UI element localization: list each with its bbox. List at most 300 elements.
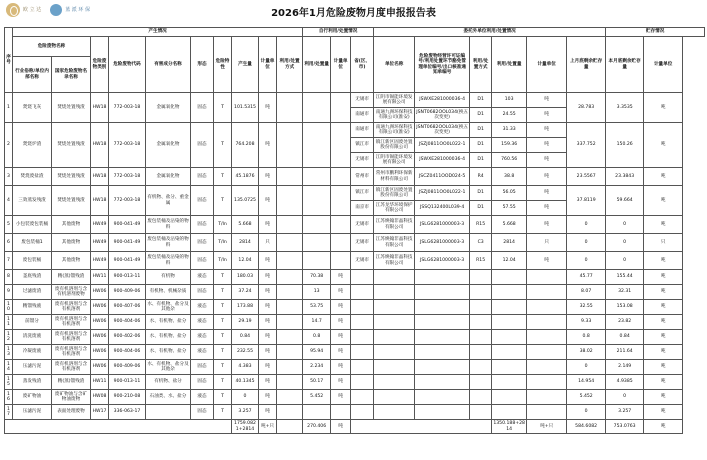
- total-unit: 吨+只: [259, 420, 277, 434]
- row-this-month: 0: [606, 390, 644, 405]
- table-row: [5, 315, 705, 330]
- row-industry-name: 精馏残液: [13, 300, 52, 315]
- row-self-unit: [331, 252, 351, 270]
- row-province: 无锡市: [351, 252, 374, 270]
- row-ent-amount: 24.55: [492, 108, 527, 123]
- row-self-amount: [303, 234, 331, 252]
- row-harmful: 废包装桶及沾染的物料: [146, 216, 191, 234]
- row-store-unit: 吨: [644, 216, 683, 234]
- row-org: 镇江新区固废处置股份有限公司: [374, 186, 415, 201]
- row-ent-method: C3: [470, 234, 492, 252]
- col-ent-unit: 计量单位: [527, 37, 567, 93]
- row-last-month: 45.77: [567, 270, 606, 285]
- row-industry-name: 废包装桶: [13, 252, 52, 270]
- row-self-method: [277, 345, 303, 360]
- row-last-month: 0: [567, 252, 606, 270]
- row-category: HW18: [91, 186, 109, 216]
- row-ent-amount: 57.55: [492, 201, 527, 216]
- row-self-unit: 吨: [331, 330, 351, 345]
- row-license: [415, 270, 470, 285]
- row-last-month: 5.452: [567, 390, 606, 405]
- row-self-amount: [303, 216, 331, 234]
- row-code: 900-041-49: [109, 234, 146, 252]
- total-self: 270.406: [303, 420, 331, 434]
- row-national-name: 焚烧处置残渣: [52, 168, 91, 186]
- row-this-month: 0.84: [606, 330, 644, 345]
- row-national-name: 其他废物: [52, 234, 91, 252]
- row-code: 772-003-18: [109, 93, 146, 123]
- row-ent-method: [470, 270, 492, 285]
- row-property: T: [214, 270, 232, 285]
- brand2-text: 蓝 派 环 保: [65, 7, 90, 13]
- table-row: [5, 285, 705, 300]
- row-this-month: 3.257: [606, 405, 644, 420]
- row-amount: 12.04: [232, 252, 259, 270]
- row-ent-method: D1: [470, 153, 492, 168]
- row-ent-amount: 760.56: [492, 153, 527, 168]
- col-ent-amount: 利用/处置量: [492, 37, 527, 93]
- row-amount: 764.208: [232, 123, 259, 168]
- row-this-month: 23.82: [606, 315, 644, 330]
- row-last-month: 0: [567, 234, 606, 252]
- row-ent-unit: [527, 360, 567, 375]
- row-harmful: 有机物、机械杂质: [146, 285, 191, 300]
- row-province: [351, 330, 374, 345]
- row-license: JSWXE281000036-4: [415, 93, 470, 108]
- row-form: 固态: [191, 360, 214, 375]
- row-ent-unit: [527, 345, 567, 360]
- row-license: [415, 300, 470, 315]
- row-this-month: 150.26: [606, 123, 644, 168]
- row-unit: 吨: [259, 300, 277, 315]
- row-ent-amount: [492, 390, 527, 405]
- row-code: 772-003-18: [109, 186, 146, 216]
- row-ent-amount: 5.668: [492, 216, 527, 234]
- row-industry-name: 压滤污泥: [13, 405, 52, 420]
- row-code: 900-013-11: [109, 375, 146, 390]
- row-license: [415, 360, 470, 375]
- row-form: 液态: [191, 345, 214, 360]
- row-property: T/In: [214, 234, 232, 252]
- row-license: [415, 330, 470, 345]
- row-national-name: 精(蒸)馏残渣: [52, 375, 91, 390]
- row-last-month: 14.954: [567, 375, 606, 390]
- row-category: HW49: [91, 234, 109, 252]
- row-self-unit: 吨: [331, 315, 351, 330]
- row-province: [351, 315, 374, 330]
- row-ent-unit: 吨: [527, 138, 567, 153]
- row-self-amount: [303, 252, 331, 270]
- row-seq: 5: [5, 216, 13, 234]
- row-industry-name: 蒸发残渣: [13, 375, 52, 390]
- total-last: 584.6082: [567, 420, 606, 434]
- row-org: [374, 330, 415, 345]
- row-self-unit: [331, 234, 351, 252]
- total-self-method: [277, 420, 303, 434]
- row-unit: 吨: [259, 168, 277, 186]
- row-license: [415, 345, 470, 360]
- row-amount: 0: [232, 390, 259, 405]
- row-category: HW49: [91, 252, 109, 270]
- row-form: 固态: [191, 186, 214, 216]
- col-unit: 计量单位: [259, 37, 277, 93]
- row-ent-method: [470, 375, 492, 390]
- row-category: HW06: [91, 345, 109, 360]
- row-category: HW06: [91, 315, 109, 330]
- row-province: [351, 375, 374, 390]
- col-store-unit: 计量单位: [644, 37, 683, 93]
- row-industry-name: 过滤废渣: [13, 285, 52, 300]
- row-seq: 7: [5, 252, 13, 270]
- row-self-method: [277, 234, 303, 252]
- col-org: 单位名称: [374, 37, 415, 93]
- row-ent-amount: [492, 405, 527, 420]
- row-self-amount: 95.94: [303, 345, 331, 360]
- row-ent-unit: [527, 405, 567, 420]
- row-property: T: [214, 360, 232, 375]
- row-form: 固态: [191, 93, 214, 123]
- row-self-method: [277, 330, 303, 345]
- row-form: 液态: [191, 330, 214, 345]
- brand1-text: 欧 立 达: [23, 7, 42, 13]
- row-amount: 3.257: [232, 405, 259, 420]
- row-unit: 吨: [259, 405, 277, 420]
- row-unit: 吨: [259, 270, 277, 285]
- total-cur: 753.0763: [606, 420, 644, 434]
- col-self-amount: 利用/处置量: [303, 37, 331, 93]
- row-seq: 4: [5, 186, 13, 216]
- row-code: 900-409-06: [109, 285, 146, 300]
- row-self-unit: [331, 168, 351, 186]
- row-unit: 吨: [259, 315, 277, 330]
- row-org: [374, 345, 415, 360]
- row-ent-unit: [527, 390, 567, 405]
- row-form: 固态: [191, 375, 214, 390]
- row-harmful: 废包装桶及沾染的物料: [146, 234, 191, 252]
- row-province: [351, 300, 374, 315]
- row-harmful: 金属氧化物: [146, 123, 191, 168]
- row-ent-method: R4: [470, 168, 492, 186]
- row-ent-method: D1: [470, 138, 492, 153]
- row-amount: 101.5315: [232, 93, 259, 123]
- row-self-method: [277, 216, 303, 234]
- row-category: HW18: [91, 93, 109, 123]
- table-row: [5, 300, 705, 315]
- row-amount: 37.24: [232, 285, 259, 300]
- row-harmful: 水、有机物、盐分: [146, 330, 191, 345]
- row-ent-method: [470, 285, 492, 300]
- row-harmful: [146, 405, 191, 420]
- row-ent-amount: 38.8: [492, 168, 527, 186]
- row-this-month: 211.64: [606, 345, 644, 360]
- row-self-unit: [331, 186, 351, 216]
- row-category: HW08: [91, 390, 109, 405]
- row-property: T: [214, 285, 232, 300]
- row-self-unit: 吨: [331, 300, 351, 315]
- row-amount: 45.1876: [232, 168, 259, 186]
- row-self-amount: 70.38: [303, 270, 331, 285]
- row-store-unit: 吨: [644, 405, 683, 420]
- row-national-name: 废有机溶剂与含有机溶剂: [52, 360, 91, 375]
- row-ent-unit: 吨: [527, 168, 567, 186]
- row-national-name: 焚烧处置残渣: [52, 186, 91, 216]
- row-license: [415, 390, 470, 405]
- row-ent-unit: [527, 315, 567, 330]
- row-last-month: 38.02: [567, 345, 606, 360]
- row-last-month: 337.752: [567, 123, 606, 168]
- row-national-name: 废有机溶剂与含有机溶剂: [52, 315, 91, 330]
- row-store-unit: 吨: [644, 345, 683, 360]
- row-self-amount: 0.8: [303, 330, 331, 345]
- table-row: [5, 234, 705, 252]
- row-property: T/In: [214, 216, 232, 234]
- row-self-method: [277, 405, 303, 420]
- row-license: [415, 285, 470, 300]
- row-harmful: 水、有机物、盐分及其他杂: [146, 300, 191, 315]
- row-code: 900-041-49: [109, 252, 146, 270]
- row-national-name: 表面处理废物: [52, 405, 91, 420]
- row-ent-unit: [527, 270, 567, 285]
- row-form: 固态: [191, 123, 214, 168]
- row-store-unit: 吨: [644, 252, 683, 270]
- row-self-amount: 5.452: [303, 390, 331, 405]
- row-org: [374, 390, 415, 405]
- row-national-name: 焚烧处置残渣: [52, 123, 91, 168]
- row-code: 900-013-11: [109, 270, 146, 285]
- row-province: 无锡市: [351, 93, 374, 108]
- row-harmful: 金属氧化物: [146, 93, 191, 123]
- row-category: HW18: [91, 168, 109, 186]
- table-row: [5, 405, 705, 420]
- row-self-unit: 吨: [331, 345, 351, 360]
- row-license: [415, 315, 470, 330]
- row-store-unit: 吨: [644, 375, 683, 390]
- row-industry-name: 焚烧废盐渣: [13, 168, 52, 186]
- row-license: JSLG6281000003-3: [415, 234, 470, 252]
- table-row: [5, 270, 705, 285]
- row-ent-unit: 吨: [527, 123, 567, 138]
- total-cur-unit: 吨: [644, 420, 683, 434]
- row-self-amount: [303, 93, 331, 123]
- col-ent-method: 利用/处置方式: [470, 37, 492, 93]
- row-license: JSNT0682OOL034(换五次变更): [415, 108, 470, 123]
- row-ent-amount: 31.33: [492, 123, 527, 138]
- row-self-amount: 2.234: [303, 360, 331, 375]
- row-seq: 14: [5, 360, 13, 375]
- row-org: 江阴市锡能环境发展有限公司: [374, 153, 415, 168]
- row-self-method: [277, 123, 303, 168]
- row-this-month: 2.149: [606, 360, 644, 375]
- row-code: 900-409-06: [109, 360, 146, 375]
- table-row: [5, 330, 705, 345]
- row-self-unit: 吨: [331, 285, 351, 300]
- row-national-name: 其他废物: [52, 216, 91, 234]
- row-store-unit: 吨: [644, 315, 683, 330]
- row-self-unit: [331, 93, 351, 123]
- row-province: [351, 390, 374, 405]
- col-province: 省(区、市): [351, 37, 374, 93]
- row-category: HW06: [91, 300, 109, 315]
- row-org: 常州市鹏利环保新材料有限公司: [374, 168, 415, 186]
- row-ent-amount: 12.04: [492, 252, 527, 270]
- row-province: 无锡市: [351, 153, 374, 168]
- row-form: 固态: [191, 285, 214, 300]
- row-self-method: [277, 252, 303, 270]
- col-code: 危险废物代码: [109, 37, 146, 93]
- row-ent-unit: [527, 285, 567, 300]
- row-harmful: 有机物: [146, 270, 191, 285]
- col-national-name: 国家危险废物名录名称: [52, 57, 91, 93]
- row-ent-amount: [492, 360, 527, 375]
- row-amount: 29.19: [232, 315, 259, 330]
- row-self-amount: 13: [303, 285, 331, 300]
- row-code: 900-404-06: [109, 315, 146, 330]
- col-license: 危险废物经营许可证编号/利用处置环节豁免管理单位编号/出口核准通知单编号: [415, 37, 470, 93]
- row-this-month: 4.9385: [606, 375, 644, 390]
- row-category: HW49: [91, 216, 109, 234]
- row-ent-method: [470, 405, 492, 420]
- row-org: 江苏焕翰非晶科技有限公司: [374, 216, 415, 234]
- row-ent-unit: 吨: [527, 186, 567, 201]
- row-harmful: 水、有机物、盐分: [146, 315, 191, 330]
- row-ent-unit: 吨: [527, 252, 567, 270]
- row-form: 固态: [191, 252, 214, 270]
- row-seq: 8: [5, 270, 13, 285]
- row-last-month: 0.8: [567, 330, 606, 345]
- row-this-month: 0: [606, 234, 644, 252]
- row-unit: 吨: [259, 330, 277, 345]
- row-ent-method: R15: [470, 252, 492, 270]
- row-org: [374, 315, 415, 330]
- row-self-method: [277, 300, 303, 315]
- group-store: 贮存情况: [606, 28, 705, 37]
- row-harmful: 有机物、盐分: [146, 375, 191, 390]
- row-ent-method: [470, 360, 492, 375]
- group-entrust: 委托外单位利用/处置情况: [374, 28, 606, 37]
- row-last-month: 23.5567: [567, 168, 606, 186]
- row-license: JSCZ0411OOD024-5: [415, 168, 470, 186]
- row-ent-method: R15: [470, 216, 492, 234]
- row-industry-name: 小包装废包装桶: [13, 216, 52, 234]
- row-license: JSLG6281000003-3: [415, 252, 470, 270]
- row-property: T: [214, 300, 232, 315]
- row-seq: 15: [5, 375, 13, 390]
- row-national-name: 焚烧处置残渣: [52, 93, 91, 123]
- row-store-unit: 吨: [644, 360, 683, 375]
- row-industry-name: 前馏分: [13, 315, 52, 330]
- col-category: 危险废物类别: [91, 37, 109, 93]
- row-org: 江苏焕翰非晶科技有限公司: [374, 252, 415, 270]
- row-province: [351, 270, 374, 285]
- row-industry-name: 釜底残渣: [13, 270, 52, 285]
- row-last-month: 9.33: [567, 315, 606, 330]
- row-property: T: [214, 168, 232, 186]
- row-unit: 吨: [259, 186, 277, 216]
- row-ent-amount: 159.36: [492, 138, 527, 153]
- row-store-unit: 吨: [644, 168, 683, 186]
- row-org: 南通九洲环保科技有限公司(淮安): [374, 108, 415, 123]
- row-self-method: [277, 285, 303, 300]
- row-province: 常州市: [351, 168, 374, 186]
- row-harmful: 有机物、盐分、重金属: [146, 186, 191, 216]
- row-province: 镇江市: [351, 138, 374, 153]
- row-self-method: [277, 168, 303, 186]
- row-unit: 只: [259, 234, 277, 252]
- row-code: 900-210-08: [109, 390, 146, 405]
- row-store-unit: 吨: [644, 390, 683, 405]
- row-unit: 吨: [259, 252, 277, 270]
- row-national-name: 废有机溶剂与含有机溶剂: [52, 330, 91, 345]
- row-province: 无锡市: [351, 234, 374, 252]
- row-harmful: 水、有机物、盐分及其他杂: [146, 360, 191, 375]
- row-self-amount: 53.75: [303, 300, 331, 315]
- row-province: [351, 360, 374, 375]
- row-license: JSLG6281000003-3: [415, 216, 470, 234]
- col-self-method: 利用/处置方式: [277, 37, 303, 93]
- row-ent-method: [470, 300, 492, 315]
- row-amount: 5.668: [232, 216, 259, 234]
- row-self-method: [277, 93, 303, 123]
- row-province: 南通市: [351, 123, 374, 138]
- row-seq: 16: [5, 390, 13, 405]
- row-seq: 6: [5, 234, 13, 252]
- row-amount: 180.03: [232, 270, 259, 285]
- row-amount: 135.0725: [232, 186, 259, 216]
- row-province: 无锡市: [351, 216, 374, 234]
- row-harmful: 金属氧化物: [146, 168, 191, 186]
- row-province: [351, 285, 374, 300]
- row-unit: 吨: [259, 285, 277, 300]
- row-self-method: [277, 315, 303, 330]
- row-seq: 17: [5, 405, 13, 420]
- table-row: [5, 345, 705, 360]
- row-ent-unit: 吨: [527, 201, 567, 216]
- row-this-month: 153.08: [606, 300, 644, 315]
- row-org: 镇江新区固废处置股份有限公司: [374, 138, 415, 153]
- row-form: 液态: [191, 390, 214, 405]
- total-ent: 1350.188+2814: [493, 421, 525, 432]
- row-ent-amount: [492, 315, 527, 330]
- row-self-method: [277, 270, 303, 285]
- row-org: 江阴市锡能环境发展有限公司: [374, 93, 415, 108]
- row-self-unit: [331, 405, 351, 420]
- row-industry-name: 冷凝废液: [13, 345, 52, 360]
- row-category: HW06: [91, 330, 109, 345]
- row-amount: 232.55: [232, 345, 259, 360]
- row-ent-unit: [527, 375, 567, 390]
- row-unit: 吨: [259, 216, 277, 234]
- row-national-name: 废有机溶剂与含有机溶剂废物: [52, 285, 91, 300]
- total-ent-unit: 吨+只: [527, 420, 567, 434]
- row-national-name: 其他废物: [52, 252, 91, 270]
- row-amount: 4.383: [232, 360, 259, 375]
- row-province: [351, 405, 374, 420]
- row-ent-amount: 56.05: [492, 186, 527, 201]
- row-self-amount: [303, 168, 331, 186]
- row-self-amount: [303, 405, 331, 420]
- row-harmful: 废包装桶及沾染的物料: [146, 252, 191, 270]
- row-property: T: [214, 330, 232, 345]
- row-this-month: 155.44: [606, 270, 644, 285]
- row-unit: 吨: [259, 375, 277, 390]
- row-amount: 2814: [232, 234, 259, 252]
- col-harmful: 有害成分名称: [146, 37, 191, 93]
- row-ent-amount: [492, 300, 527, 315]
- row-national-name: 废矿物油与含矿物油废物: [52, 390, 91, 405]
- row-industry-name: 焚烧飞灰: [13, 93, 52, 123]
- row-code: 900-041-49: [109, 216, 146, 234]
- row-license: JSZJ0811OO0L022-1: [415, 186, 470, 201]
